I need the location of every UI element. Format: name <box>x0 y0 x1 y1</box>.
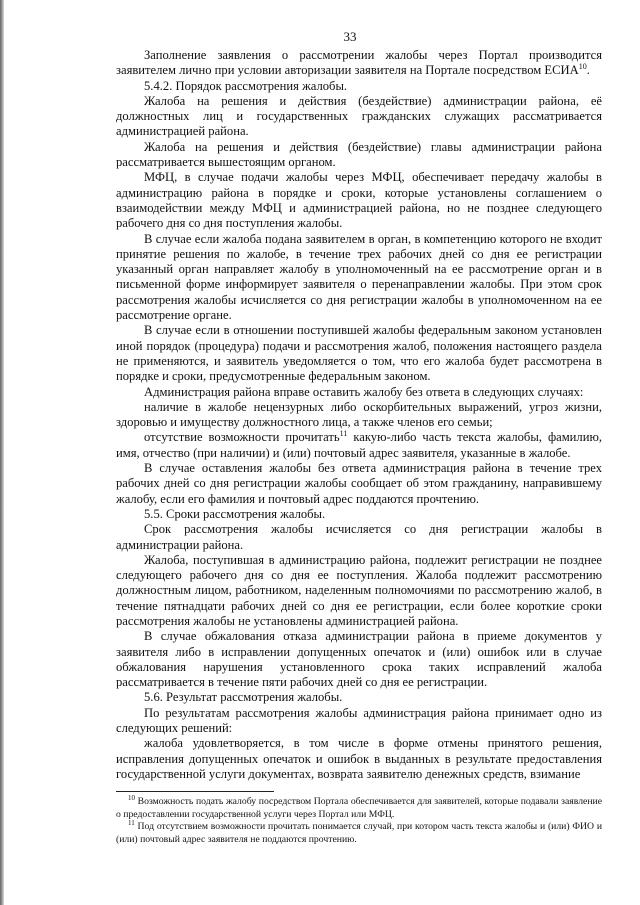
paragraph: МФЦ, в случае подачи жалобы через МФЦ, обеспечивает передачу жалобы в администрацию района в порядке и сроки, которые установлены соглашением о взаимодействии между МФЦ и администрацией района, но не позднее следующего рабочего дня со дня поступления жалобы. <box>116 170 602 231</box>
section-heading: 5.5. Сроки рассмотрения жалобы. <box>144 506 326 521</box>
paragraph: Жалоба на решения и действия (бездействие) администрации района, её должностных лиц и государственных гражданских служащих рассматривается администрацией района. <box>116 93 602 139</box>
section-heading: 5.4.2. Порядок рассмотрения жалобы. <box>144 78 348 93</box>
list-item: наличие в жалобе нецензурных либо оскорбительных выражений, угроз жизни, здоровью и имуществу должностного лица, а также членов его семьи; <box>116 399 602 430</box>
paragraph: Жалоба, поступившая в администрацию района, подлежит регистрации не позднее следующего рабочего дня со дня ее поступления. Жалоба подлежит рассмотрению должностным лицом, работником, наделенным полномочиями по рассмотрению жалоб, в течение пятнадцати рабочих дней со дня ее регистрации, если более короткие сроки рассмотрения жалобы не установлены администрацией района. <box>116 552 602 628</box>
footnote <box>116 818 603 846</box>
section-heading: 5.6. Результат рассмотрения жалобы. <box>144 690 343 705</box>
footnote-ref: 11 <box>339 429 348 439</box>
paragraph: Администрация района вправе оставить жалобу без ответа в следующих случаях: <box>144 384 584 399</box>
paragraph: В случае оставления жалобы без ответа администрация района в течение трех рабочих дней со дня регистрации жалобы сообщает об этом гражданину, направившему жалобу, если его фамилия и почтовый адрес поддаются прочтению. <box>116 461 602 506</box>
document-body <box>116 48 602 782</box>
footnote-ref: 10 <box>578 62 587 72</box>
paragraph-text: . <box>586 63 590 78</box>
page-number: 33 <box>343 29 357 44</box>
footnote <box>116 793 603 821</box>
footnote-number: 11 <box>128 818 135 827</box>
list-item <box>116 430 602 461</box>
footnotes <box>116 793 603 846</box>
paragraph: В случае обжалования отказа администрации района в приеме документов у заявителя либо в исправлении допущенных опечаток и (или) ошибок или в случае обжалования нарушения установленного срока таких исправлений жалоба рассматривается в течение пяти рабочих дней со дня ее регистрации. <box>116 629 602 690</box>
paragraph: Срок рассмотрения жалобы исчисляется со дня регистрации жалобы в администрации района. <box>116 522 602 552</box>
list-item: жалоба удовлетворяется, в том числе в форме отмены принятого решения, исправления допущенных опечаток и ошибок в выданных в результате предоставления государственной услуги документах, возврата заявителю денежных средств, взимание <box>116 736 602 781</box>
paragraph: Жалоба на решения и действия (бездействие) главы администрации района рассматривается вышестоящим органом. <box>116 139 602 170</box>
footnote-text: Возможность подать жалобу посредством Портала обеспечивается для заявителей, которые подавали заявление о предоставлении государственной услуги через Портал или МФЦ. <box>116 796 603 820</box>
paragraph: В случае если в отношении поступившей жалобы федеральным законом установлен иной порядок (процедура) подачи и рассмотрения жалоб, положения настоящего раздела не применяются, и заявитель уведомляется о том, что его жалоба будет рассмотрена в порядке и сроки, предусмотренные федеральным законом. <box>116 323 602 384</box>
paragraph: В случае если жалоба подана заявителем в орган, в компетенцию которого не входит принятие решения по жалобе, в течение трех рабочих дней со дня ее регистрации указанный орган направляет жалобу в уполномоченный на ее рассмотрение орган и в письменной форме информирует заявителя о перенаправлении жалобы. При этом срок рассмотрения жалобы исчисляется со дня регистрации жалобы в уполномоченном на ее рассмотрение органе. <box>116 231 602 323</box>
page-binding-edge <box>0 0 4 905</box>
footnote-text: Под отсутствием возможности прочитать понимается случай, при котором часть текста жалобы и (или) ФИО и (или) почтовый адрес заявителя не поддаются прочтению. <box>116 821 603 845</box>
footnote-separator <box>116 791 274 792</box>
paragraph-text: Заполнение заявления о рассмотрении жалобы через Портал производится заявителем лично при условии авторизации заявителя на Портале посредством ЕСИА <box>116 48 602 78</box>
paragraph-text: отсутствие возможности прочитать <box>144 430 340 445</box>
paragraph: По результатам рассмотрения жалобы администрация района принимает одно из следующих решений: <box>116 705 602 736</box>
paragraph <box>116 48 602 79</box>
footnote-number: 10 <box>128 793 135 802</box>
paragraph-text: какую-либо часть текста жалобы, фамилию, имя, отчество (при наличии) и (или) почтовый адрес заявителя, указанные в жалобе. <box>116 430 602 460</box>
